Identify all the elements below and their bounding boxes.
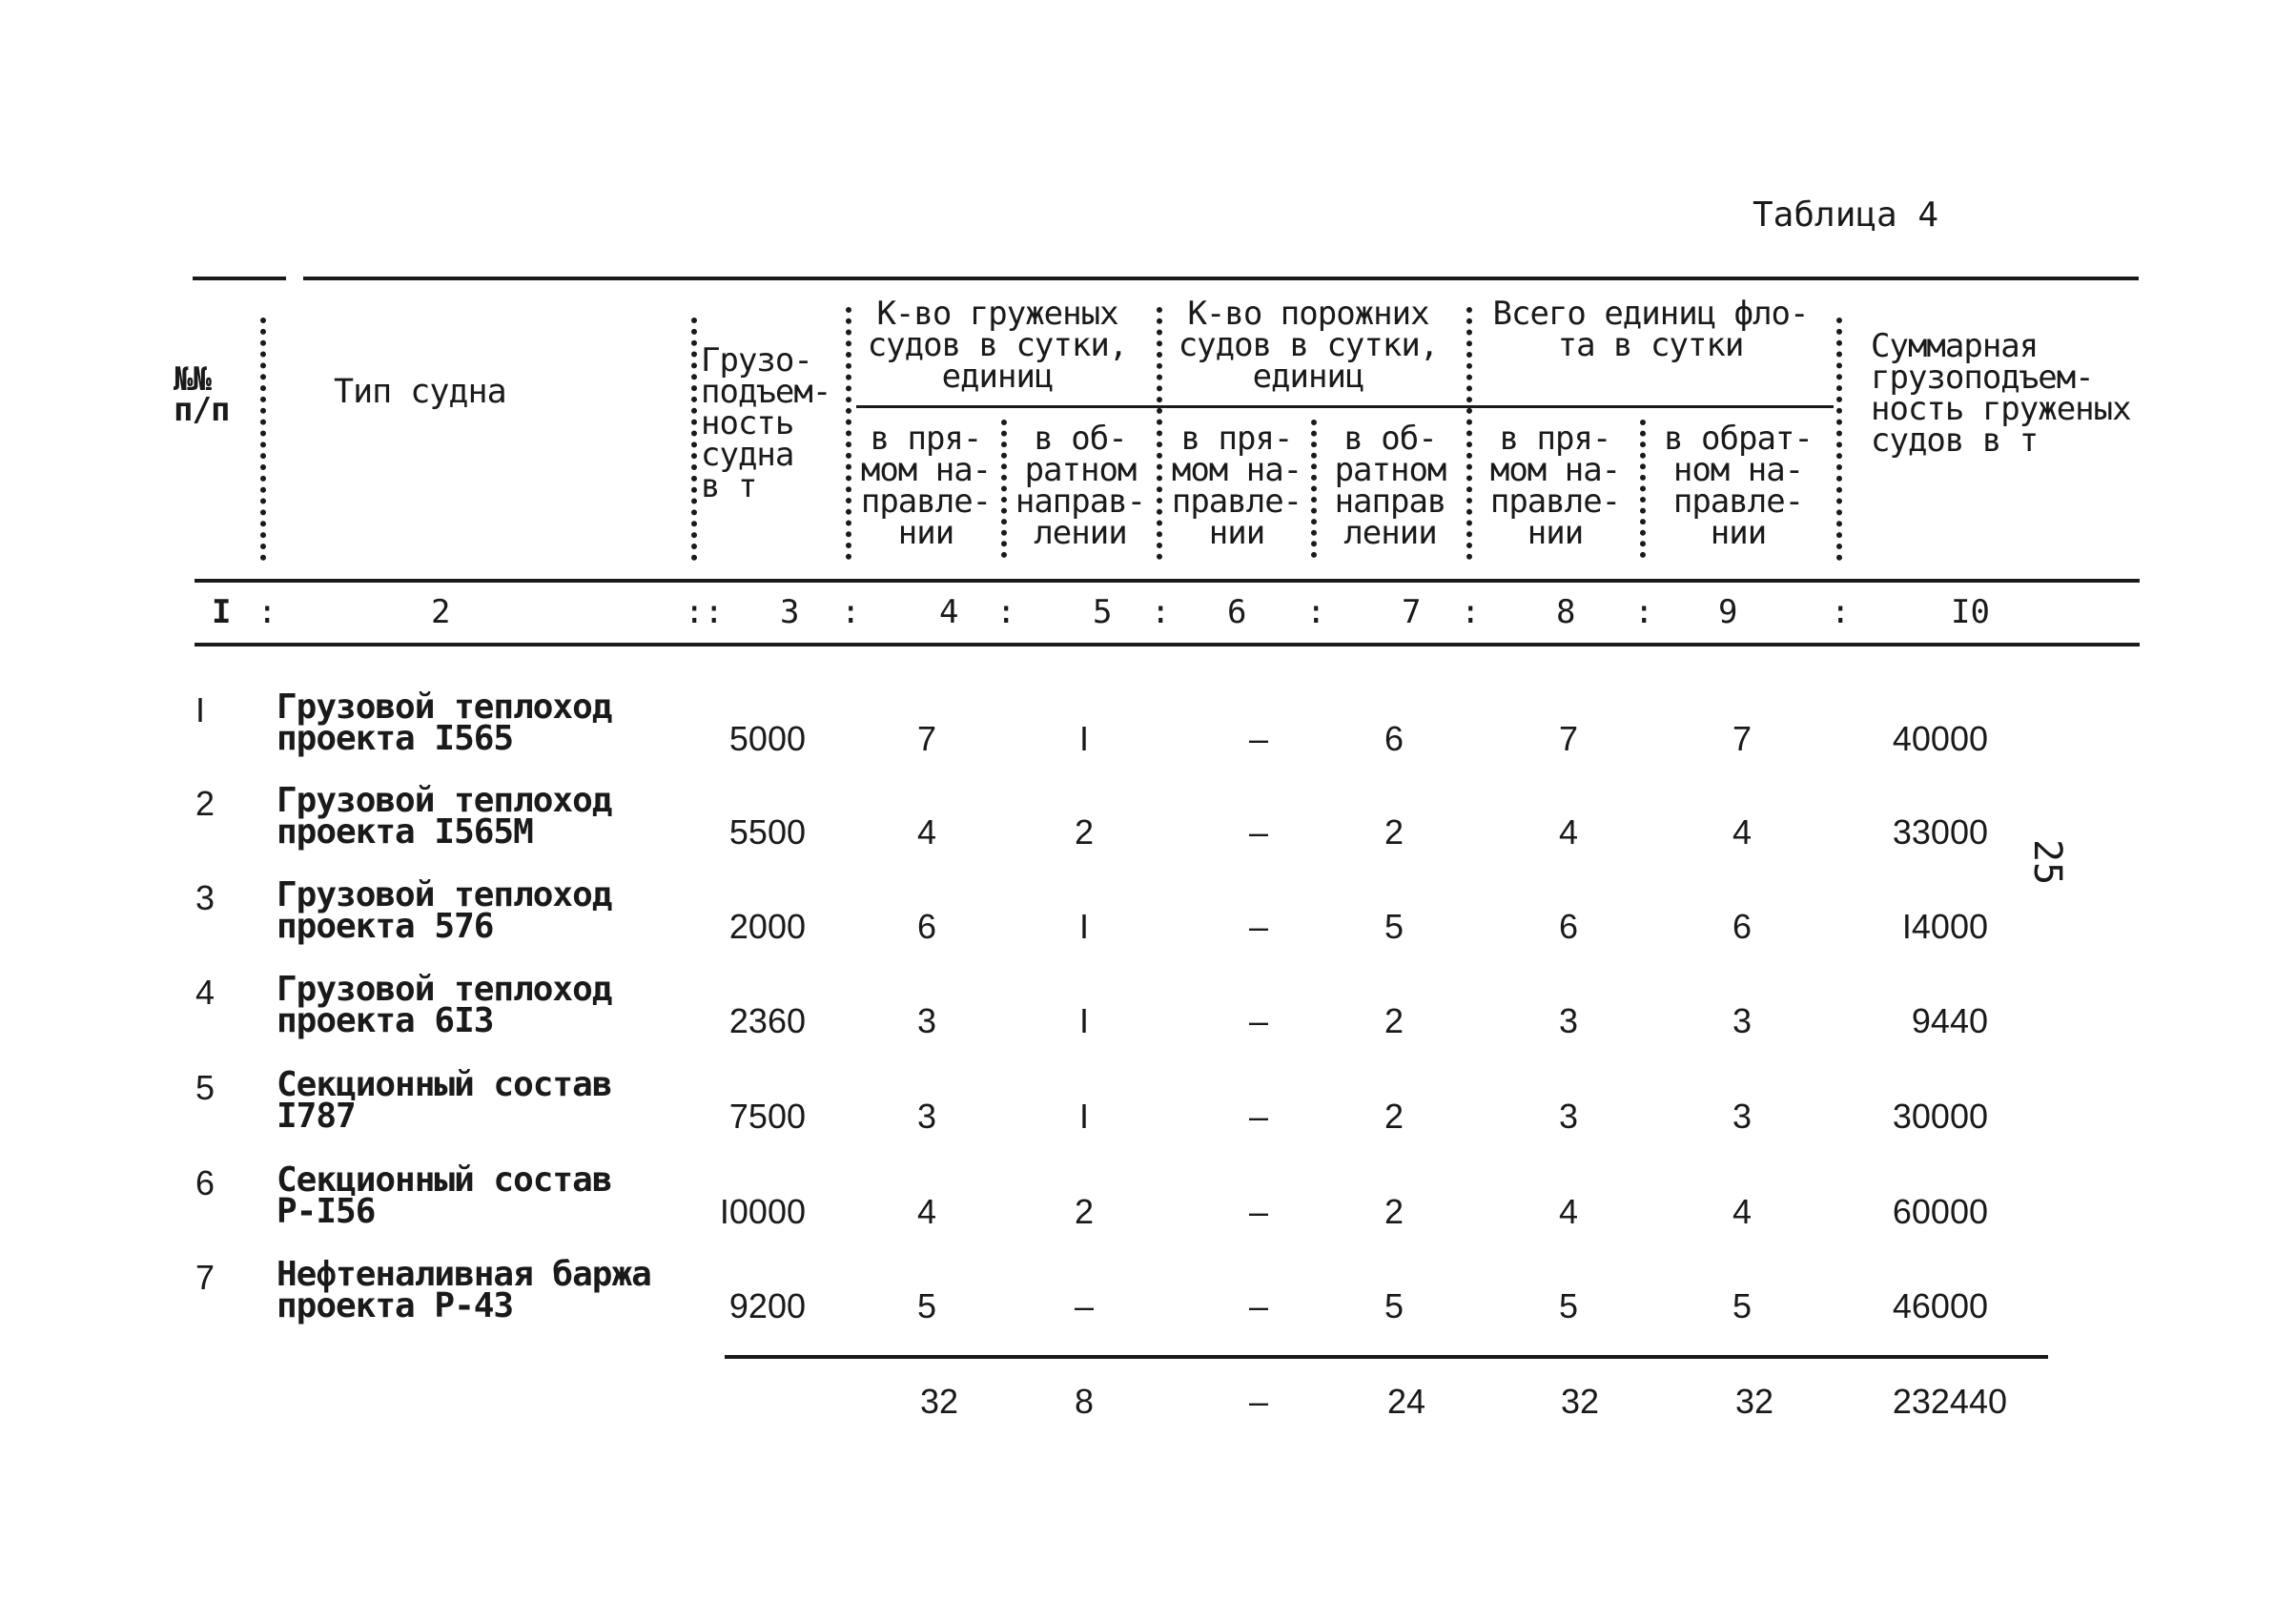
grand-total-cell: 232440 bbox=[1892, 1382, 2007, 1421]
vessel-name: Нефтеналивная баржа проекта Р-43 bbox=[277, 1255, 651, 1325]
count-cell: – bbox=[1248, 1001, 1269, 1040]
row-number: 5 bbox=[195, 1068, 215, 1107]
column-number: 4 bbox=[939, 593, 959, 631]
header-top-rule-left bbox=[193, 277, 286, 280]
capacity-cell: 2000 bbox=[728, 907, 806, 946]
count-cell: 2 bbox=[1074, 812, 1095, 852]
page-number: 25 bbox=[2025, 839, 2069, 886]
total-cell: 32 bbox=[919, 1382, 959, 1421]
count-cell: – bbox=[1248, 812, 1269, 852]
total-capacity-cell: 40000 bbox=[1892, 719, 1988, 758]
count-cell: 6 bbox=[1558, 907, 1579, 946]
column-number: 9 bbox=[1718, 593, 1738, 631]
separator-colon: :: bbox=[685, 593, 724, 631]
header-loaded-group: К-во груженых судов в сутки, единиц bbox=[867, 295, 1128, 396]
count-cell: 5 bbox=[1384, 907, 1404, 946]
separator-colon: : bbox=[1306, 593, 1326, 631]
total-capacity-cell: 30000 bbox=[1892, 1097, 1988, 1136]
separator bbox=[846, 307, 851, 560]
count-cell: 3 bbox=[1732, 1097, 1753, 1136]
column-number: I0 bbox=[1951, 593, 1990, 631]
vessel-name: Грузовой теплоход проекта I565M bbox=[277, 781, 612, 852]
row-number: 6 bbox=[195, 1163, 215, 1202]
column-number: 7 bbox=[1402, 593, 1422, 631]
header-capacity: Грузо- подъем- ность судна в т bbox=[701, 341, 831, 505]
count-cell: 3 bbox=[1732, 1001, 1753, 1040]
header-empty-reverse: в об- ратном направ лении bbox=[1334, 420, 1446, 552]
count-cell: 4 bbox=[916, 1192, 937, 1231]
count-cell: I bbox=[1078, 1097, 1089, 1136]
count-cell: – bbox=[1248, 1097, 1269, 1136]
count-cell: 5 bbox=[1732, 1286, 1753, 1325]
header-top-rule bbox=[303, 277, 2139, 280]
separator bbox=[1311, 420, 1317, 558]
total-capacity-cell: 33000 bbox=[1892, 812, 1988, 852]
total-cell: 24 bbox=[1386, 1382, 1426, 1421]
count-cell: 2 bbox=[1384, 1192, 1404, 1231]
vessel-name: Грузовой теплоход проекта 6I3 bbox=[277, 970, 612, 1040]
count-cell: 5 bbox=[1558, 1286, 1579, 1325]
total-cell: 32 bbox=[1560, 1382, 1600, 1421]
count-cell: – bbox=[1248, 1286, 1269, 1325]
count-cell: – bbox=[1248, 719, 1269, 758]
total-cell: – bbox=[1248, 1382, 1269, 1421]
separator bbox=[260, 318, 266, 561]
separator bbox=[1640, 420, 1646, 558]
count-cell: 4 bbox=[1558, 812, 1579, 852]
vessel-name: Грузовой теплоход проекта 576 bbox=[277, 875, 612, 946]
header-number: №№ п/п bbox=[174, 360, 230, 429]
header-vessel-type: Тип судна bbox=[334, 373, 506, 411]
header-loaded-reverse: в об- ратном направ- лении bbox=[1015, 420, 1146, 552]
separator bbox=[1466, 307, 1472, 560]
count-cell: 3 bbox=[1558, 1001, 1579, 1040]
capacity-cell: 9200 bbox=[728, 1286, 806, 1325]
count-cell: 2 bbox=[1384, 812, 1404, 852]
separator-colon: : bbox=[1461, 593, 1481, 631]
separator-colon: : bbox=[841, 593, 861, 631]
total-cell: 32 bbox=[1734, 1382, 1774, 1421]
header-subgroup-rule bbox=[856, 405, 1834, 408]
count-cell: 6 bbox=[1384, 719, 1404, 758]
row-number: I bbox=[195, 690, 206, 729]
total-capacity-cell: 46000 bbox=[1892, 1286, 1988, 1325]
totals-rule bbox=[725, 1355, 2048, 1359]
capacity-cell: 7500 bbox=[728, 1097, 806, 1136]
capacity-cell: 5000 bbox=[728, 719, 806, 758]
total-capacity-cell: 9440 bbox=[1911, 1001, 1988, 1040]
capacity-cell: I0000 bbox=[719, 1192, 806, 1231]
count-cell: 7 bbox=[1558, 719, 1579, 758]
total-capacity-cell: 60000 bbox=[1892, 1192, 1988, 1231]
separator-colon: : bbox=[1151, 593, 1171, 631]
count-cell: I bbox=[1078, 1001, 1089, 1040]
count-cell: 4 bbox=[1732, 1192, 1753, 1231]
count-cell: – bbox=[1248, 907, 1269, 946]
column-number: 3 bbox=[780, 593, 800, 631]
count-cell: – bbox=[1074, 1286, 1095, 1325]
separator-colon: : bbox=[1634, 593, 1654, 631]
count-cell: 4 bbox=[916, 812, 937, 852]
count-cell: 3 bbox=[916, 1097, 937, 1136]
count-cell: 2 bbox=[1384, 1001, 1404, 1040]
header-total-reverse: в обрат- ном на- правле- нии bbox=[1664, 420, 1813, 552]
count-cell: I bbox=[1078, 907, 1089, 946]
column-number: 5 bbox=[1093, 593, 1113, 631]
count-cell: 6 bbox=[1732, 907, 1753, 946]
header-empty-group: К-во порожних судов в сутки, единиц bbox=[1178, 295, 1439, 396]
count-cell: 5 bbox=[1384, 1286, 1404, 1325]
column-numbers-rule bbox=[195, 643, 2140, 647]
row-number: 2 bbox=[195, 784, 215, 823]
count-cell: 3 bbox=[916, 1001, 937, 1040]
column-number: 2 bbox=[431, 593, 451, 631]
count-cell: 2 bbox=[1074, 1192, 1095, 1231]
separator-colon: : bbox=[1831, 593, 1851, 631]
count-cell: 3 bbox=[1558, 1097, 1579, 1136]
column-number: I bbox=[212, 593, 232, 631]
count-cell: 7 bbox=[916, 719, 937, 758]
row-number: 4 bbox=[195, 973, 215, 1012]
header-total-capacity: Суммарная грузоподъем- ность груженых судов в т bbox=[1871, 327, 2131, 460]
count-cell: 2 bbox=[1384, 1097, 1404, 1136]
count-cell: I bbox=[1078, 719, 1089, 758]
vessel-name: Секционный состав I787 bbox=[277, 1065, 612, 1136]
capacity-cell: 5500 bbox=[728, 812, 806, 852]
row-number: 7 bbox=[195, 1258, 215, 1297]
count-cell: – bbox=[1248, 1192, 1269, 1231]
separator bbox=[1836, 318, 1842, 561]
row-number: 3 bbox=[195, 878, 215, 917]
count-cell: 6 bbox=[916, 907, 937, 946]
count-cell: 4 bbox=[1732, 812, 1753, 852]
vessel-name: Грузовой теплоход проекта I565 bbox=[277, 688, 612, 758]
column-number: 8 bbox=[1556, 593, 1576, 631]
header-total-group: Всего единиц фло- та в сутки bbox=[1492, 295, 1809, 364]
separator bbox=[691, 318, 697, 561]
header-empty-direct: в пря- мом на- правле- нии bbox=[1171, 420, 1302, 552]
separator-colon: : bbox=[996, 593, 1016, 631]
column-number: 6 bbox=[1227, 593, 1247, 631]
separator-colon: : bbox=[257, 593, 277, 631]
total-cell: 8 bbox=[1074, 1382, 1095, 1421]
separator bbox=[1001, 420, 1007, 558]
total-capacity-cell: I4000 bbox=[1901, 907, 1988, 946]
capacity-cell: 2360 bbox=[728, 1001, 806, 1040]
count-cell: 4 bbox=[1558, 1192, 1579, 1231]
separator bbox=[1157, 307, 1162, 560]
count-cell: 5 bbox=[916, 1286, 937, 1325]
header-loaded-direct: в пря- мом на- правле- нии bbox=[860, 420, 992, 552]
vessel-name: Секционный состав Р-I56 bbox=[277, 1160, 612, 1231]
header-total-direct: в пря- мом на- правле- нии bbox=[1489, 420, 1621, 552]
count-cell: 7 bbox=[1732, 719, 1753, 758]
table-caption: Таблица 4 bbox=[1753, 195, 1939, 235]
header-bottom-rule bbox=[195, 579, 2140, 583]
